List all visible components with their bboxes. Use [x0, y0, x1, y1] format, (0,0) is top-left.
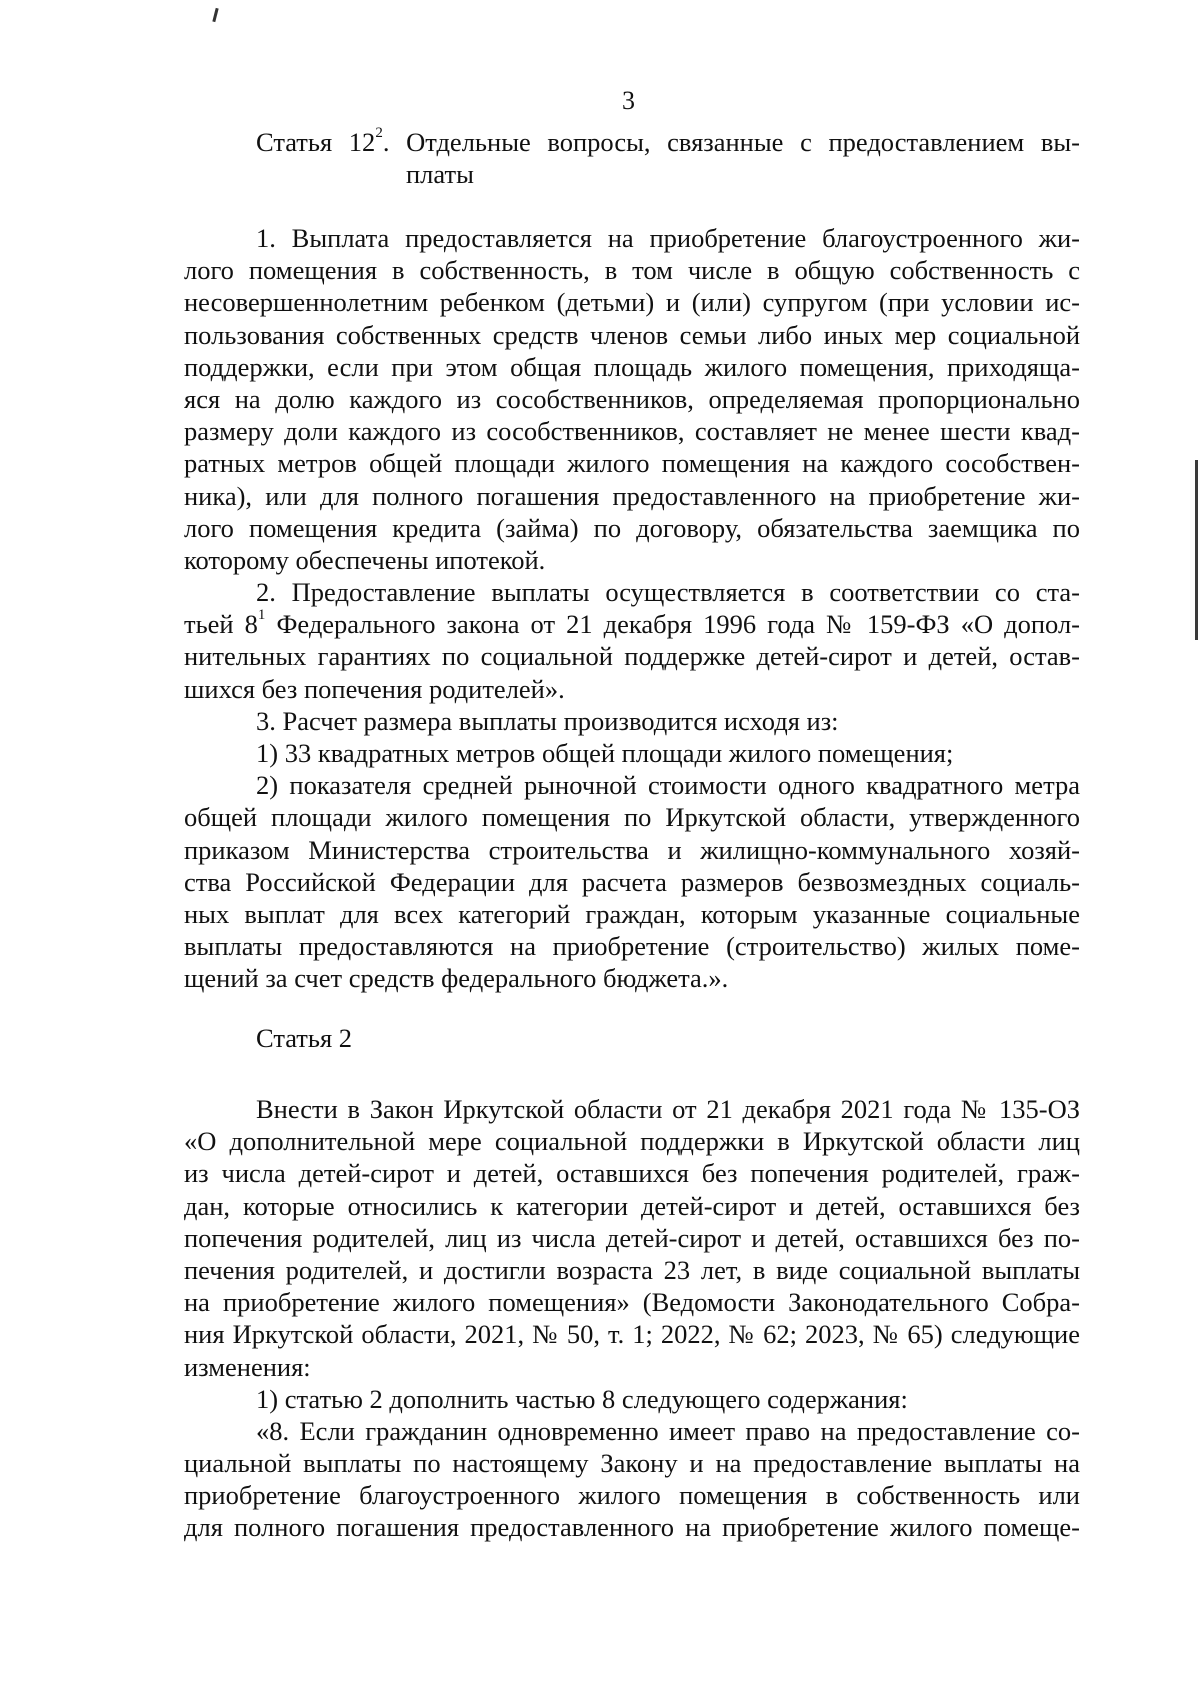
- body-line: для полного погашения предоставленного на приобретение жилого помеще-: [184, 1512, 1080, 1543]
- body-line: яся на долю каждого из сособственников, определяемая пропорционально: [184, 383, 1080, 414]
- body-line: 2. Предоставление выплаты осуществляется в соответствии со ста-: [256, 577, 1080, 608]
- body-line: 1) статью 2 дополнить частью 8 следующего содержания:: [256, 1383, 908, 1414]
- article-12-2-title: [256, 126, 1080, 190]
- body-line: 3. Расчет размера выплаты производится исходя из:: [256, 705, 839, 736]
- body-line: приказом Министерства строительства и жилищно-коммунального хозяй-: [184, 834, 1080, 865]
- body-line: поддержки, если при этом общая площадь жилого помещения, приходяща-: [184, 351, 1080, 382]
- article-2-body: [184, 1093, 1080, 1544]
- body-line: приобретение благоустроенного жилого помещения в собственность или: [184, 1480, 1080, 1511]
- title-prefix: Статья 12: [256, 127, 376, 157]
- body-line: ных выплат для всех категорий граждан, которым указанные социальные: [184, 898, 1080, 929]
- article-12-2-title-line-1: [256, 126, 1080, 158]
- body-line: ния Иркутской области, 2021, № 50, т. 1; 2022, № 62; 2023, № 65) следующие: [184, 1319, 1080, 1350]
- body-line: щений за счет средств федерального бюджета.».: [184, 963, 729, 994]
- body-line: несовершеннолетним ребенком (детьми) и (или) супругом (при условии ис-: [184, 287, 1080, 318]
- body-line: ника), или для полного погашения предоставленного на приобретение жи-: [184, 480, 1080, 511]
- body-line: изменения:: [184, 1351, 311, 1382]
- superscript: 1: [257, 607, 266, 624]
- body-line: шихся без попечения родителей».: [184, 673, 565, 704]
- body-line: общей площади жилого помещения по Иркутской области, утвержденного: [184, 802, 1080, 833]
- article-12-2-body: [184, 222, 1080, 995]
- body-line: дан, которые относились к категории детей-сирот и детей, оставшихся без: [184, 1190, 1080, 1221]
- page-number: 3: [622, 86, 635, 115]
- scan-edge: [1195, 460, 1198, 640]
- body-line: из числа детей-сирот и детей, оставшихся без попечения родителей, граж-: [184, 1158, 1080, 1189]
- body-line: лого помещения кредита (займа) по договору, обязательства заемщика по: [184, 512, 1080, 543]
- body-line: размеру доли каждого из сособственников, составляет не менее шести квад-: [184, 416, 1080, 447]
- body-line: ства Российской Федерации для расчета размеров безвозмездных социаль-: [184, 866, 1080, 897]
- body-line: ратных метров общей площади жилого помещения на каждого сособствен-: [184, 448, 1080, 479]
- body-line: «О дополнительной мере социальной поддержки в Иркутской области лиц: [184, 1126, 1080, 1157]
- body-line: 1. Выплата предоставляется на приобретение благоустроенного жи-: [256, 223, 1080, 253]
- body-line: лого помещения в собственность, в том числе в общую собственность с: [184, 255, 1080, 286]
- body-line: на приобретение жилого помещения» (Ведомости Законодательного Собра-: [184, 1287, 1080, 1318]
- body-line: Внести в Закон Иркутской области от 21 декабря 2021 года № 135-ОЗ: [256, 1094, 1080, 1124]
- body-line: «8. Если гражданин одновременно имеет право на предоставление со-: [256, 1415, 1080, 1446]
- body-line: циальной выплаты по настоящему Закону и на предоставление выплаты на: [184, 1448, 1080, 1479]
- scan-mark: [212, 8, 218, 22]
- body-line-prefix: тьей 8: [184, 609, 258, 640]
- body-line: выплаты предоставляются на приобретение (строительство) жилых поме-: [184, 931, 1080, 962]
- body-line: 1) 33 квадратных метров общей площади жилого помещения;: [256, 738, 954, 768]
- body-line-rest: Федерального закона от 21 декабря 1996 года № 159-ФЗ «О допол-: [265, 609, 1080, 640]
- article-2-title: Статья 2: [256, 1023, 353, 1053]
- body-line: нительных гарантиях по социальной поддержке детей-сирот и детей, остав-: [184, 641, 1080, 672]
- body-line-with-superscript: [184, 608, 1080, 640]
- body-line: 2) показателя средней рыночной стоимости одного квадратного метра: [256, 770, 1080, 801]
- article-12-2-title-line-2: платы: [406, 159, 474, 190]
- body-line: печения родителей, и достигли возраста 23 лет, в виде социальной выплаты: [184, 1254, 1080, 1285]
- title-superscript: 2: [375, 125, 383, 142]
- body-line: пользования собственных средств членов семьи либо иных мер социальной: [184, 319, 1080, 350]
- body-line: которому обеспечены ипотекой.: [184, 544, 546, 575]
- body-line: попечения родителей, лиц из числа детей-сирот и детей, оставшихся без по-: [184, 1222, 1080, 1253]
- title-rest: . Отдельные вопросы, связанные с предоставлением вы-: [382, 127, 1080, 157]
